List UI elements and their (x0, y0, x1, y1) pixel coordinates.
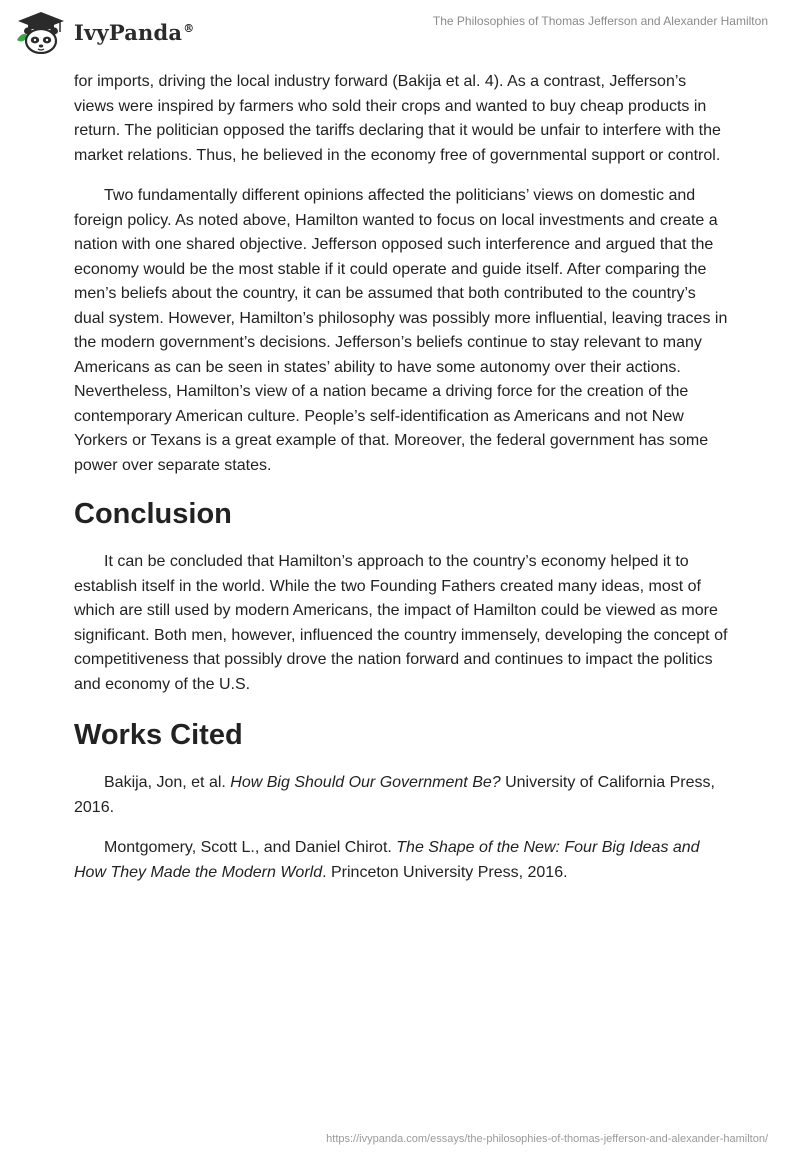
essay-content (74, 70, 728, 885)
registered-mark: ® (183, 21, 195, 35)
page-header (0, 0, 800, 70)
citation-title: How Big Should Our Government Be? (230, 774, 501, 791)
paragraph-dual-system: Two fundamentally different opinions affected the politicians’ views on domestic and foreign policy. As noted above, Hamilton wanted to focus on local investments and create a nation with one shared objective. Jefferson opposed such interference and argued that the economy would be the most stable if it could operate and guide itself. After comparing the men’s beliefs about the country, it can be assumed that both contributed to the country’s dual system. However, Hamilton’s philosophy was possibly more influential, leaving traces in the modern government’s decisions. Jefferson’s beliefs continue to stay relevant to many Americans as can be seen in states’ ability to have some autonomy over their actions. Nevertheless, Hamilton’s view of a nation became a driving force for the creation of the contemporary American culture. People’s self-identification as Americans and not New Yorkers or Texans is a great example of that. Moreover, the federal government has some power over separate states. (74, 187, 728, 474)
citation-entry (74, 771, 728, 820)
running-title: The Philosophies of Thomas Jefferson and Alexander Hamilton (432, 14, 768, 28)
paragraph-continued: for imports, driving the local industry forward (Bakija et al. 4). As a contrast, Jefferson’s views were inspired by farmers who sold their crops and wanted to buy cheap products in return. The politician opposed the tariffs declaring that it would be unfair to interfere with the market relations. Thus, he believed in the economy free of governmental support or control. (74, 73, 721, 164)
citation-entry (74, 836, 728, 885)
citation-title: The Shape of the New: Four Big Ideas and How They Made the Modern World (74, 839, 700, 881)
citation-author: Bakija, Jon, et al. (104, 774, 231, 791)
conclusion-paragraph: It can be concluded that Hamilton’s approach to the country’s economy helped it to establish itself in the world. While the two Founding Fathers created many ideas, most of which are still used by modern Americans, the impact of Hamilton could be viewed as more significant. Both men, however, influenced the country immensely, developing the concept of competitiveness that possibly drove the nation forward and continues to impact the politics and economy of the U.S. (74, 553, 728, 693)
citation-publisher: . Princeton University Press, 2016. (322, 863, 568, 881)
panda-graduate-icon (14, 10, 68, 54)
citation-publisher: University of California Press, 2016. (74, 774, 715, 816)
conclusion-heading: Conclusion (74, 498, 232, 530)
source-url[interactable]: https://ivypanda.com/essays/the-philosophies-of-thomas-jefferson-and-alexander-hamilton/ (326, 1133, 768, 1145)
logo-wordmark: IvyPanda® (74, 19, 195, 45)
citation-author: Montgomery, Scott L., and Daniel Chirot. (104, 839, 397, 856)
site-logo[interactable] (14, 10, 194, 54)
works-cited-heading: Works Cited (74, 719, 243, 751)
